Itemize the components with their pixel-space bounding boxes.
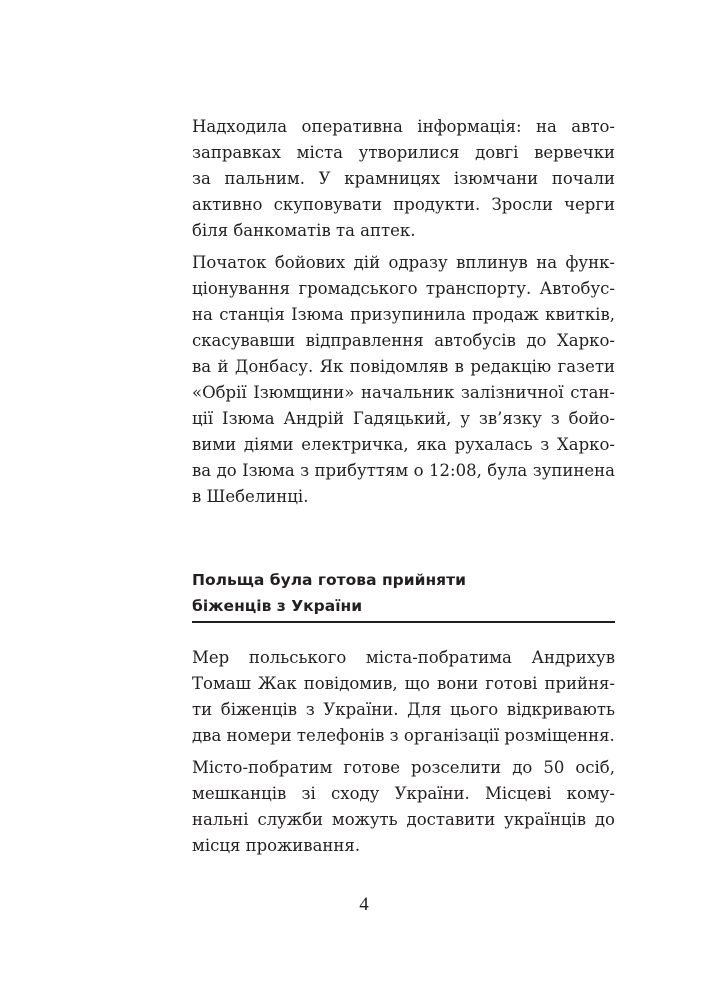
text-line: на станція Ізюма призупинила продаж квитків, — [192, 305, 615, 324]
section-1-body — [192, 114, 615, 516]
paragraph — [192, 114, 615, 244]
page-number: 4 — [359, 894, 369, 915]
section-heading — [192, 567, 615, 619]
section-2-body — [192, 645, 615, 865]
text-line: скасувавши відправлення автобусів до Харко- — [192, 331, 615, 350]
text-line: біля банкоматів та аптек. — [192, 221, 416, 240]
text-line: в Шебелинці. — [192, 487, 309, 506]
paragraph — [192, 645, 615, 749]
text-line: Місто-побратим готове розселити до 50 осіб, — [192, 758, 615, 777]
text-line: Томаш Жак повідомив, що вони готові прийня- — [192, 674, 615, 693]
heading-divider — [192, 621, 615, 623]
text-line: вими діями електричка, яка рухалась з Харко- — [192, 435, 615, 454]
text-line: «Обрії Ізюмщини» начальник залізничної стан- — [192, 383, 615, 402]
text-line: ва й Донбасу. Як повідомляв в редакцію газети — [192, 357, 615, 376]
text-line: Мер польського міста-побратима Андрихув — [192, 648, 615, 667]
text-line: нальні служби можуть доставити українців до — [192, 810, 615, 829]
text-line: Початок бойових дій одразу вплинув на функ- — [192, 253, 615, 272]
heading-line: біженців з України — [192, 597, 363, 615]
text-line: ти біженців з України. Для цього відкривають — [192, 700, 615, 719]
text-line: два номери телефонів з організації розміщення. — [192, 726, 615, 745]
text-line: заправках міста утворилися довгі вервечки — [192, 143, 615, 162]
text-line: активно скуповувати продукти. Зросли черги — [192, 195, 615, 214]
text-line: ції Ізюма Андрій Гадяцький, у зв’язку з бойо- — [192, 409, 615, 428]
text-line: мешканців зі сходу України. Місцеві кому- — [192, 784, 615, 803]
text-line: за пальним. У крамницях ізюмчани почали — [192, 169, 615, 188]
heading-line: Польща була готова прийняти — [192, 571, 466, 589]
text-line: ціонування громадського транспорту. Автобус- — [192, 279, 615, 298]
text-line: Надходила оперативна інформація: на авто- — [192, 117, 615, 136]
text-line: місця проживання. — [192, 836, 361, 855]
paragraph — [192, 250, 615, 510]
text-line: ва до Ізюма з прибуттям о 12:08, була зупинена — [192, 461, 615, 480]
paragraph — [192, 755, 615, 859]
